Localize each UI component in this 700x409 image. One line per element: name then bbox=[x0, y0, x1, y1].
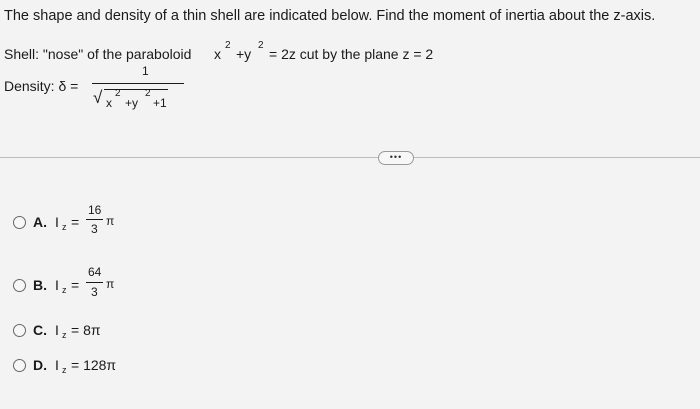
option-b-sub: z bbox=[62, 285, 67, 295]
shell-label: Shell: "nose" of the paraboloid bbox=[4, 46, 192, 62]
question-prompt: The shape and density of a thin shell are indicated below. Find the moment of inertia about the z-axis. bbox=[4, 8, 656, 24]
radicand-y-exponent: 2 bbox=[145, 88, 151, 99]
option-b-equals: = bbox=[71, 277, 80, 293]
radicand-x: x bbox=[106, 96, 112, 110]
option-c-lhs: I bbox=[55, 322, 59, 338]
option-a-numerator: 16 bbox=[88, 203, 102, 217]
shell-y-exponent: 2 bbox=[258, 40, 264, 51]
sqrt-sign: √ bbox=[93, 88, 103, 107]
radicand-plus-y: +y bbox=[125, 96, 139, 110]
section-divider bbox=[0, 157, 700, 158]
option-d-lhs: I bbox=[55, 357, 59, 373]
option-b-denominator: 3 bbox=[91, 285, 98, 299]
option-d-radio[interactable] bbox=[13, 359, 26, 372]
option-a-sub: z bbox=[62, 222, 67, 232]
option-a-equals: = bbox=[71, 214, 80, 230]
option-c-radio[interactable] bbox=[13, 324, 26, 337]
option-a-letter: A. bbox=[33, 214, 47, 230]
radicand-tail: +1 bbox=[153, 96, 167, 110]
option-c-letter: C. bbox=[33, 322, 47, 338]
density-label: Density: δ = bbox=[4, 78, 79, 94]
option-b-fraction-bar bbox=[86, 282, 103, 283]
option-a-denominator: 3 bbox=[91, 222, 98, 236]
option-b-letter: B. bbox=[33, 277, 47, 293]
option-c-sub: z bbox=[62, 330, 67, 340]
option-d-sub: z bbox=[62, 365, 67, 375]
shell-x: x bbox=[214, 46, 221, 62]
option-d-value: = 128π bbox=[71, 357, 117, 373]
option-b-lhs: I bbox=[55, 277, 59, 293]
radicand-x-exponent: 2 bbox=[115, 88, 121, 99]
shell-x-exponent: 2 bbox=[225, 40, 231, 51]
option-c-value: = 8π bbox=[71, 322, 101, 338]
option-b-numerator: 64 bbox=[88, 265, 102, 279]
density-fraction-bar bbox=[92, 83, 184, 84]
expand-more-button[interactable]: ••• bbox=[378, 151, 414, 165]
option-b-pi: π bbox=[106, 277, 115, 291]
shell-plus-y: +y bbox=[236, 46, 252, 62]
density-numerator: 1 bbox=[142, 64, 149, 78]
option-a-lhs: I bbox=[55, 214, 59, 230]
option-b-radio[interactable] bbox=[13, 279, 26, 292]
option-a-pi: π bbox=[106, 214, 115, 228]
option-a-fraction-bar bbox=[86, 219, 103, 220]
option-d-letter: D. bbox=[33, 357, 47, 373]
option-a-radio[interactable] bbox=[13, 216, 26, 229]
shell-rest: = 2z cut by the plane z = 2 bbox=[269, 46, 434, 62]
sqrt-overline bbox=[104, 89, 168, 90]
